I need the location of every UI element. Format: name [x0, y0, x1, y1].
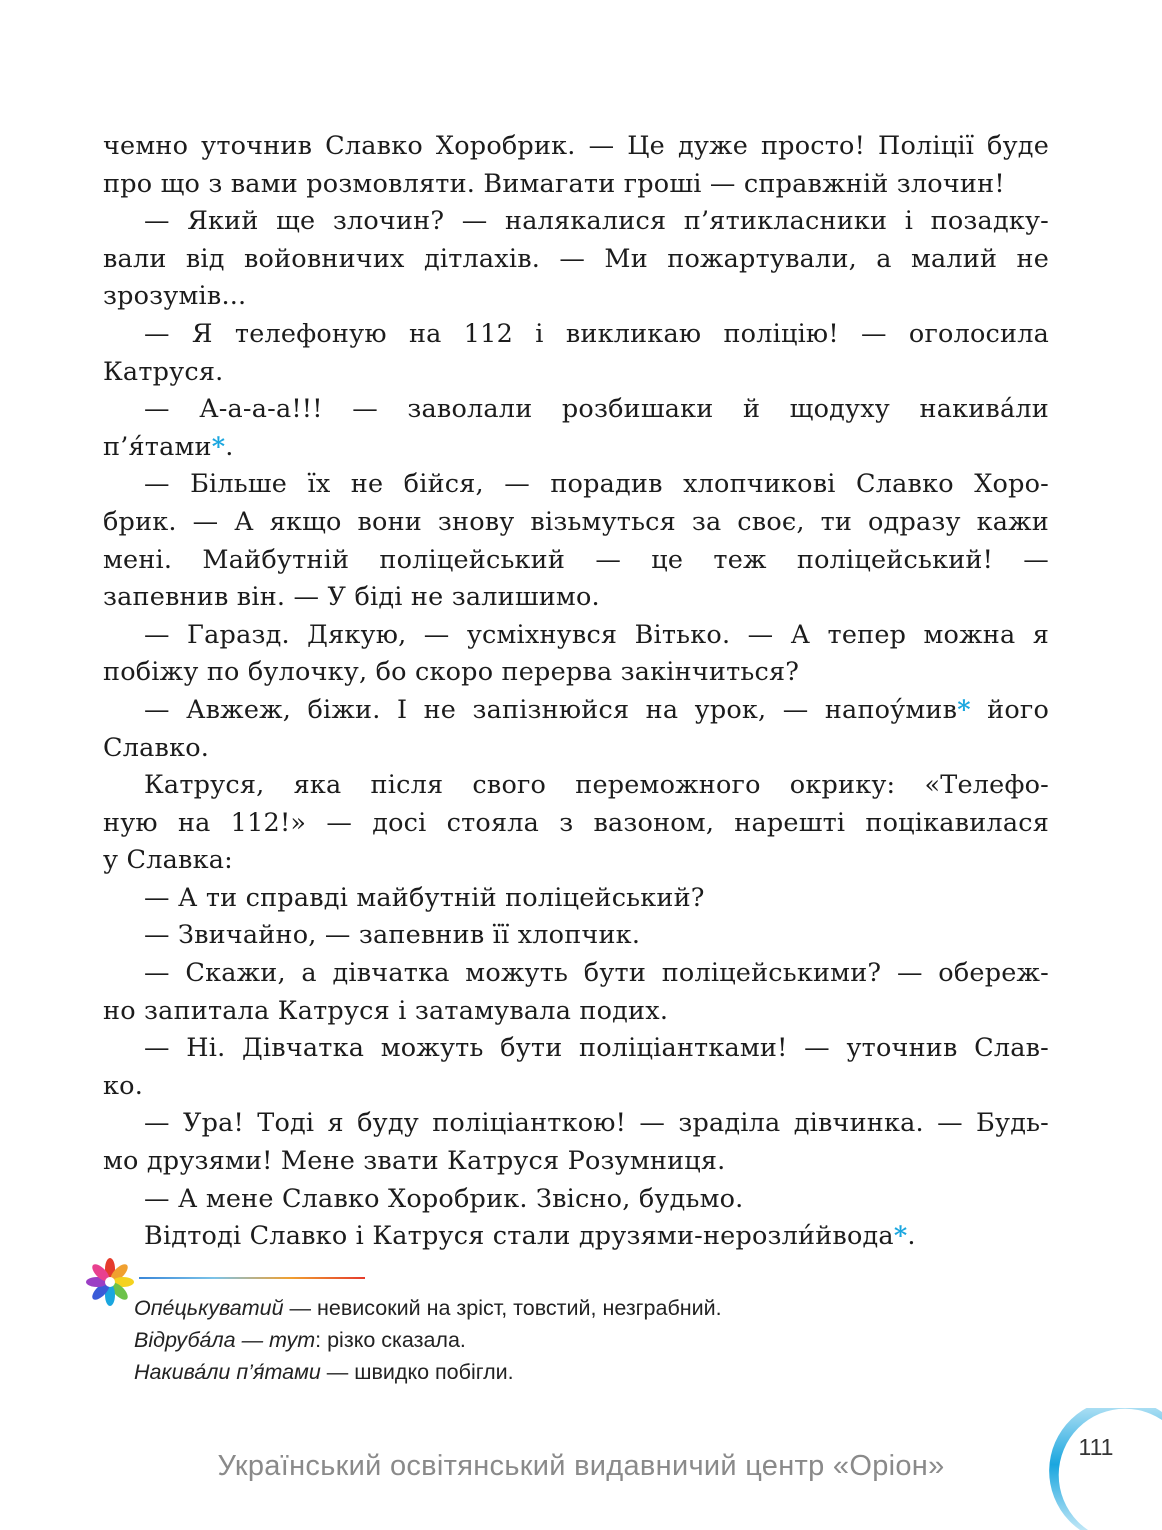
story-line — [103, 617, 1049, 655]
story-line-text: Катруся, яка після свого переможного окрику: «Телефо- — [144, 770, 1049, 801]
story-line-text: — Ні. Дівчатка можуть бути поліціантками! — уточнив Слав- — [144, 1033, 1049, 1064]
glossary-entry — [134, 1356, 1034, 1388]
story-line — [103, 166, 1049, 204]
story-line-tail: . — [225, 431, 234, 462]
story-line — [103, 542, 1049, 580]
story-line — [103, 805, 1049, 843]
story-line-text: мені. Майбутній поліцейський — це теж поліцейський! — — [103, 544, 1049, 575]
story-line — [103, 654, 1049, 692]
story-line-text: мо друзями! Мене звати Катруся Розумниця. — [103, 1146, 726, 1177]
story-line-text: побіжу по булочку, бо скоро перерва закінчиться? — [103, 657, 800, 688]
story-line-text: ную на 112!» — досі стояла з вазоном, нарешті поцікавилася — [103, 807, 1049, 838]
story-line-text: п’я́тами — [103, 431, 212, 462]
glossary-divider — [139, 1277, 365, 1279]
story-line-text: Катруся. — [103, 356, 224, 387]
story-line — [103, 1181, 1049, 1219]
story-line — [103, 429, 1049, 467]
glossary-term: Опе́цькуватий — [134, 1296, 284, 1320]
publisher-footer: Український освітянський видавничий центр «Оріон» — [217, 1450, 945, 1482]
story-line — [103, 504, 1049, 542]
footnote-asterisk-icon: * — [957, 694, 971, 725]
story-line-text: — Скажи, а дівчатка можуть бути поліцейськими? — обереж- — [144, 958, 1049, 989]
footnote-asterisk-icon: * — [211, 431, 226, 462]
story-line — [103, 917, 1049, 955]
glossary — [134, 1292, 1034, 1388]
footnote-asterisk-icon: * — [893, 1221, 908, 1252]
page-corner-arc — [1040, 1408, 1162, 1530]
story-line — [103, 316, 1049, 354]
glossary-entry — [134, 1324, 1034, 1356]
story-line — [103, 730, 1049, 768]
story-line-tail: його — [970, 694, 1049, 725]
story-line-text: вали від войовничих дітлахів. — Ми пожартували, а малий не — [103, 243, 1049, 274]
story-line-text: Відтоді Славко і Катруся стали друзями-нерозли́йвода — [144, 1221, 894, 1252]
story-line-text: запевнив він. — У біді не залишимо. — [103, 582, 600, 613]
story-line-text: — Звичайно, — запевнив її хлопчик. — [144, 920, 641, 951]
story-line-text: у Славка: — [103, 845, 233, 876]
story-line-text: — Авжеж, біжи. І не запізнюйся на урок, — напоу́мив — [144, 694, 958, 725]
story-line — [103, 278, 1049, 316]
story-line — [103, 203, 1049, 241]
story-line — [103, 767, 1049, 805]
story-line-text: — Ура! Тоді я буду поліціанткою! — зраділа дівчинка. — Будь- — [144, 1108, 1049, 1139]
glossary-definition: — невисокий на зріст, товстий, незграбний. — [283, 1296, 722, 1320]
story-text — [103, 128, 1049, 1256]
glossary-flower-icon — [82, 1254, 138, 1310]
story-line — [103, 128, 1049, 166]
story-line-text: Славко. — [103, 732, 210, 763]
story-line — [103, 955, 1049, 993]
glossary-term: Відруба́ла — тут — [134, 1328, 316, 1352]
story-line — [103, 692, 1049, 730]
story-line — [103, 1030, 1049, 1068]
story-line — [103, 354, 1049, 392]
glossary-entry — [134, 1292, 1034, 1324]
story-line — [103, 1068, 1049, 1106]
story-line-text: чемно уточнив Славко Хоробрик. — Це дуже просто! Поліції буде — [103, 131, 1049, 161]
story-line — [103, 466, 1049, 504]
story-line — [103, 1105, 1049, 1143]
glossary-term: Накива́ли п’я́тами — [134, 1360, 321, 1384]
story-line — [103, 391, 1049, 429]
story-line — [103, 993, 1049, 1031]
story-line — [103, 842, 1049, 880]
story-line-text: — А-а-а-а!!! — заволали розбишаки й щодуху накива́ли — [144, 394, 1049, 425]
glossary-definition: — швидко побігли. — [320, 1360, 514, 1384]
story-line-text: зрозумів... — [103, 281, 247, 312]
story-line — [103, 241, 1049, 279]
story-line — [103, 1218, 1049, 1256]
story-line — [103, 579, 1049, 617]
story-line-text: — А мене Славко Хоробрик. Звісно, будьмо. — [144, 1183, 744, 1214]
story-line-text: но запитала Катруся і затамувала подих. — [103, 995, 669, 1026]
page-number: 111 — [1078, 1434, 1114, 1460]
story-line-text: — Який ще злочин? — налякалися п’ятикласники і позадку- — [144, 206, 1049, 237]
story-line-text: брик. — А якщо вони знову візьмуться за своє, ти одразу кажи — [103, 506, 1049, 537]
story-line-text: ко. — [103, 1070, 143, 1101]
story-line-text: про що з вами розмовляти. Вимагати гроші — справжній злочин! — [103, 168, 1005, 199]
story-line — [103, 1143, 1049, 1181]
glossary-definition: : різко сказала. — [315, 1328, 466, 1352]
story-line-text: — А ти справді майбутній поліцейський? — [144, 882, 705, 913]
story-line-text: — Більше їх не бійся, — порадив хлопчикові Славко Хоро- — [144, 469, 1049, 500]
story-line-text: — Гаразд. Дякую, — усміхнувся Вітько. — А тепер можна я — [144, 619, 1049, 650]
story-line-text: — Я телефоную на 112 і викликаю поліцію! — оголосила — [144, 318, 1049, 349]
story-line — [103, 880, 1049, 918]
story-line-tail: . — [907, 1221, 916, 1252]
